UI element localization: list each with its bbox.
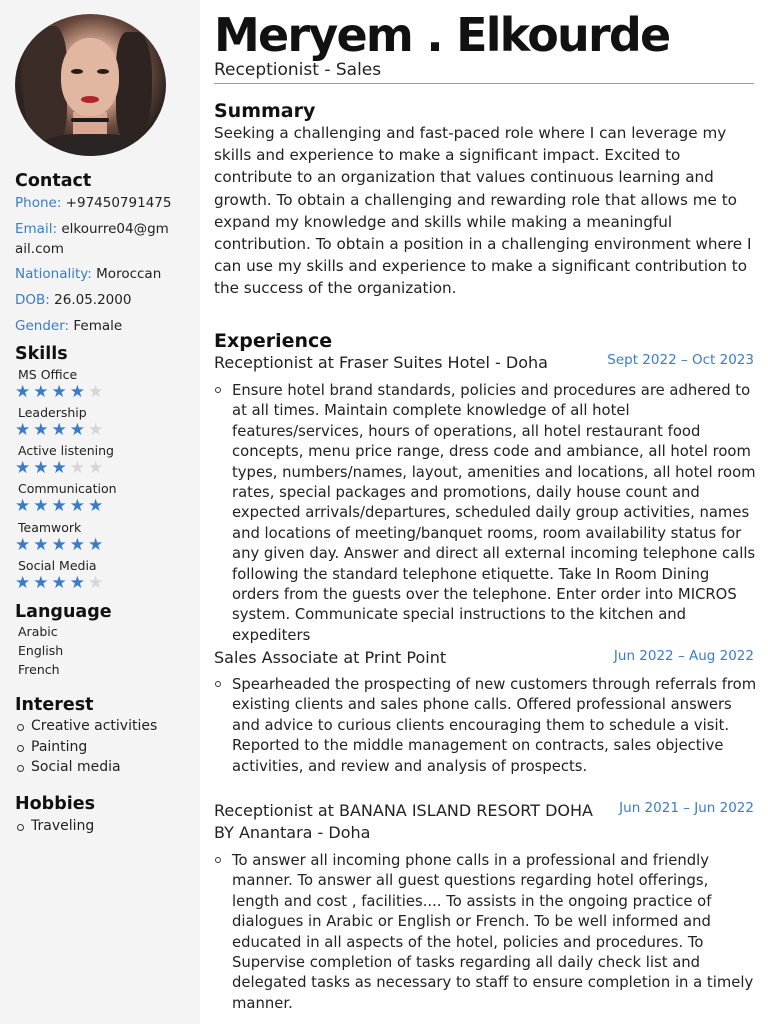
- phone-label: Phone:: [15, 195, 62, 211]
- star-filled-icon: ★: [33, 535, 52, 555]
- language-item: English: [18, 643, 64, 658]
- experience-heading: Experience: [214, 330, 333, 352]
- header-divider: [214, 83, 754, 84]
- star-empty-icon: ★: [88, 573, 107, 593]
- star-filled-icon: ★: [69, 382, 88, 402]
- star-filled-icon: ★: [69, 420, 88, 440]
- summary-heading: Summary: [214, 100, 316, 122]
- star-filled-icon: ★: [69, 496, 88, 516]
- star-filled-icon: ★: [33, 496, 52, 516]
- star-filled-icon: ★: [15, 535, 34, 555]
- job-dates: Sept 2022 – Oct 2023: [607, 352, 754, 368]
- star-filled-icon: ★: [15, 573, 34, 593]
- star-filled-icon: ★: [33, 573, 52, 593]
- star-filled-icon: ★: [88, 496, 107, 516]
- interest-item: Social media: [15, 757, 157, 778]
- skill-name: Communication: [18, 481, 117, 496]
- star-filled-icon: ★: [69, 535, 88, 555]
- contact-heading: Contact: [15, 171, 92, 191]
- hobbies-heading: Hobbies: [15, 794, 96, 814]
- hobby-item: Traveling: [15, 816, 94, 837]
- star-empty-icon: ★: [88, 382, 107, 402]
- bullet-icon: [215, 681, 221, 687]
- gender-value: Female: [73, 318, 123, 334]
- nationality-value: Moroccan: [96, 266, 162, 282]
- skill-rating: [15, 497, 106, 515]
- star-filled-icon: ★: [51, 458, 70, 478]
- candidate-role: Receptionist - Sales: [214, 60, 382, 80]
- language-heading: Language: [15, 602, 112, 622]
- skill-name: Leadership: [18, 405, 87, 420]
- nationality-label: Nationality:: [15, 266, 92, 282]
- email-value-line1: elkourre04@gm: [61, 221, 169, 237]
- interest-item: Creative activities: [15, 716, 157, 737]
- skill-rating: [15, 574, 106, 592]
- job-title: Sales Associate at Print Point: [214, 648, 447, 667]
- job-description: Ensure hotel brand standards, policies and procedures are adhered to at all times. Maintain complete knowledge of all hotel features/services, hours of operations, all hotel restaurant food concepts, menu price range, dress code and ambiance, all hotel room types, numbers/names, layout, amenities and locations, all hotel room rates, special packages and promotions, daily house count and expected arrivals/departures, scheduled daily group activities, names and locations of meeting/banquet rooms, room availability status for any given day. Answer and direct all external incoming telephone calls following the standard telephone etiquette. Take In Room Dining orders from the guests over the telephone. Enter order into MICROS system. Communicate special instructions to the kitchen and expediters: [232, 382, 756, 644]
- contact-phone: [15, 193, 190, 213]
- skill-name: Teamwork: [18, 520, 82, 535]
- interest-list: [15, 716, 157, 778]
- hobbies-list: [15, 816, 94, 837]
- bullet-icon: [215, 387, 221, 393]
- interest-heading: Interest: [15, 695, 94, 715]
- sidebar: [0, 0, 200, 1024]
- star-filled-icon: ★: [33, 382, 52, 402]
- profile-photo: [15, 14, 166, 156]
- job-dates: Jun 2022 – Aug 2022: [613, 648, 754, 664]
- job-description: To answer all incoming phone calls in a professional and friendly manner. To answer all guest questions regarding hotel offerings, length and cost , facilities.... To assists in the ongoing practice of dialogues in Arabic or English or French. To be well informed and educated in all aspects of the hotel, policies and procedures. To Supervise completion of tasks regarding all daily check list and delegated tasks as necessary to staff to ensure completion in a timely manner.: [232, 852, 754, 1012]
- star-filled-icon: ★: [33, 420, 52, 440]
- star-filled-icon: ★: [15, 458, 34, 478]
- star-filled-icon: ★: [69, 573, 88, 593]
- skill-rating: [15, 421, 106, 439]
- phone-value: +97450791475: [65, 195, 172, 211]
- skill-name: Social Media: [18, 558, 97, 573]
- skill-rating: [15, 459, 106, 477]
- skill-rating: [15, 383, 106, 401]
- star-filled-icon: ★: [15, 420, 34, 440]
- language-item: Arabic: [18, 624, 58, 639]
- contact-gender: [15, 316, 190, 336]
- skills-heading: Skills: [15, 344, 68, 364]
- email-label: Email:: [15, 221, 58, 237]
- candidate-name: Meryem . Elkourde: [214, 8, 670, 62]
- gender-label: Gender:: [15, 318, 70, 334]
- skill-rating: [15, 536, 106, 554]
- contact-email: [15, 219, 190, 259]
- job-description: Spearheaded the prospecting of new customers through referrals from existing clients and sales phone calls. Offered professional answers and advice to curious clients encouraging them to schedule a visit. Reported to the middle management on contracts, sales objective activities, and review and analysis of prospects.: [232, 676, 757, 775]
- star-empty-icon: ★: [69, 458, 88, 478]
- skill-name: Active listening: [18, 443, 114, 458]
- star-filled-icon: ★: [15, 382, 34, 402]
- star-filled-icon: ★: [15, 496, 34, 516]
- star-filled-icon: ★: [51, 382, 70, 402]
- star-empty-icon: ★: [88, 420, 107, 440]
- language-item: French: [18, 662, 60, 677]
- star-filled-icon: ★: [88, 535, 107, 555]
- email-value-line2: ail.com: [15, 241, 64, 257]
- star-filled-icon: ★: [51, 535, 70, 555]
- dob-label: DOB:: [15, 292, 50, 308]
- skill-name: MS Office: [18, 367, 78, 382]
- star-filled-icon: ★: [33, 458, 52, 478]
- star-empty-icon: ★: [88, 458, 107, 478]
- job-dates: Jun 2021 – Jun 2022: [619, 800, 754, 816]
- bullet-icon: [215, 857, 221, 863]
- contact-nationality: [15, 264, 190, 284]
- job-title: Receptionist at Fraser Suites Hotel - Doha: [214, 353, 548, 372]
- star-filled-icon: ★: [51, 420, 70, 440]
- dob-value: 26.05.2000: [54, 292, 132, 308]
- interest-item: Painting: [15, 737, 157, 758]
- star-filled-icon: ★: [51, 573, 70, 593]
- summary-text: Seeking a challenging and fast-paced role where I can leverage my skills and experience to make a significant impact. Excited to contribute to an organization that values continuous learning and growth. To obtain a challenging and rewarding role that allows me to expand my knowledge and skills while making a meaningful contribution. To obtain a position in a challenging environment where I can use my skills and experience to make a significant contribution to the success of the organization.: [214, 124, 752, 298]
- contact-dob: [15, 290, 190, 310]
- star-filled-icon: ★: [51, 496, 70, 516]
- job-title: Receptionist at BANANA ISLAND RESORT DOHA BY Anantara - Doha: [214, 801, 593, 842]
